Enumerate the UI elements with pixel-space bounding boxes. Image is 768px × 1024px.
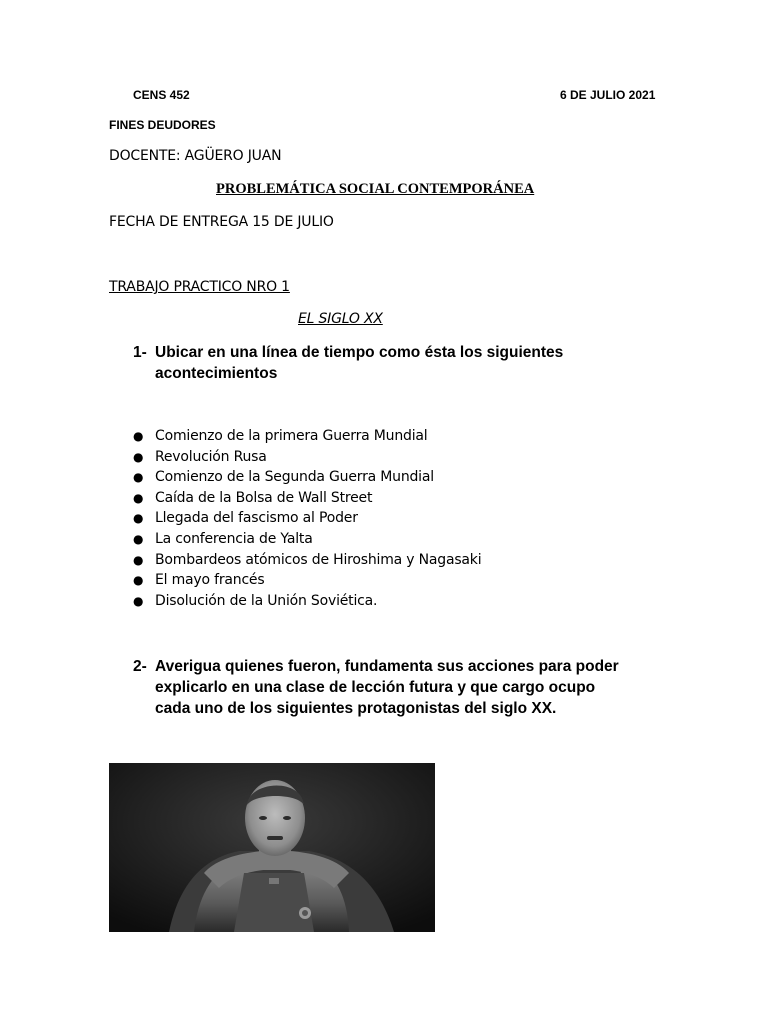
portrait-image	[109, 763, 435, 932]
bullet-icon: ●	[133, 490, 144, 505]
list-item	[133, 426, 481, 447]
list-item-text: Revolución Rusa	[155, 448, 267, 465]
bullet-icon: ●	[133, 429, 144, 443]
list-item	[133, 508, 481, 529]
list-item-text: Bombardeos atómicos de Hiroshima y Nagasaki	[155, 551, 482, 568]
list-item-text: Disolución de la Unión Soviética.	[155, 592, 378, 609]
bullet-icon: ●	[133, 449, 144, 464]
due-date-label: FECHA DE ENTREGA 15 DE JULIO	[109, 214, 334, 230]
program-label: FINES DEUDORES	[109, 118, 216, 132]
list-item	[133, 550, 481, 571]
bullet-icon: ●	[133, 470, 144, 485]
bullet-icon: ●	[133, 552, 144, 567]
list-item	[133, 591, 481, 612]
question-2-line: cada uno de los siguientes protagonistas del siglo XX.	[155, 700, 557, 717]
list-item-text: Caída de la Bolsa de Wall Street	[155, 489, 373, 506]
question-2-number: 2-	[133, 658, 147, 675]
list-item	[133, 488, 481, 509]
list-item-text: Llegada del fascismo al Poder	[155, 510, 358, 527]
bullet-icon: ●	[133, 511, 144, 526]
list-item-text: La conferencia de Yalta	[155, 530, 313, 547]
question-1-line: acontecimientos	[155, 365, 278, 382]
portrait-photo	[109, 763, 435, 932]
teacher-label: DOCENTE: AGÜERO JUAN	[109, 148, 282, 164]
bullet-icon: ●	[133, 593, 144, 608]
assignment-topic: EL SIGLO XX	[298, 311, 383, 327]
list-item-text: Comienzo de la Segunda Guerra Mundial	[155, 469, 434, 486]
school-label: CENS 452	[133, 88, 190, 102]
list-item	[133, 570, 481, 591]
bullet-icon: ●	[133, 531, 144, 546]
assignment-title: TRABAJO PRACTICO NRO 1	[109, 279, 290, 295]
list-item	[133, 467, 481, 488]
list-item	[133, 447, 481, 468]
question-1-number: 1-	[133, 344, 147, 361]
list-item-text: Comienzo de la primera Guerra Mundial	[155, 428, 428, 444]
list-item-text: El mayo francés	[155, 572, 265, 589]
question-2-line: Averigua quienes fueron, fundamenta sus acciones para poder	[155, 658, 619, 675]
events-list	[133, 426, 481, 611]
subject-title: PROBLEMÁTICA SOCIAL CONTEMPORÁNEA	[216, 181, 535, 197]
question-1-line: Ubicar en una línea de tiempo como ésta los siguientes	[155, 344, 564, 361]
question-2-line: explicarlo en una clase de lección futura y que cargo ocupo	[155, 679, 596, 696]
list-item	[133, 529, 481, 550]
bullet-icon: ●	[133, 573, 144, 588]
date-label: 6 DE JULIO 2021	[560, 88, 656, 102]
